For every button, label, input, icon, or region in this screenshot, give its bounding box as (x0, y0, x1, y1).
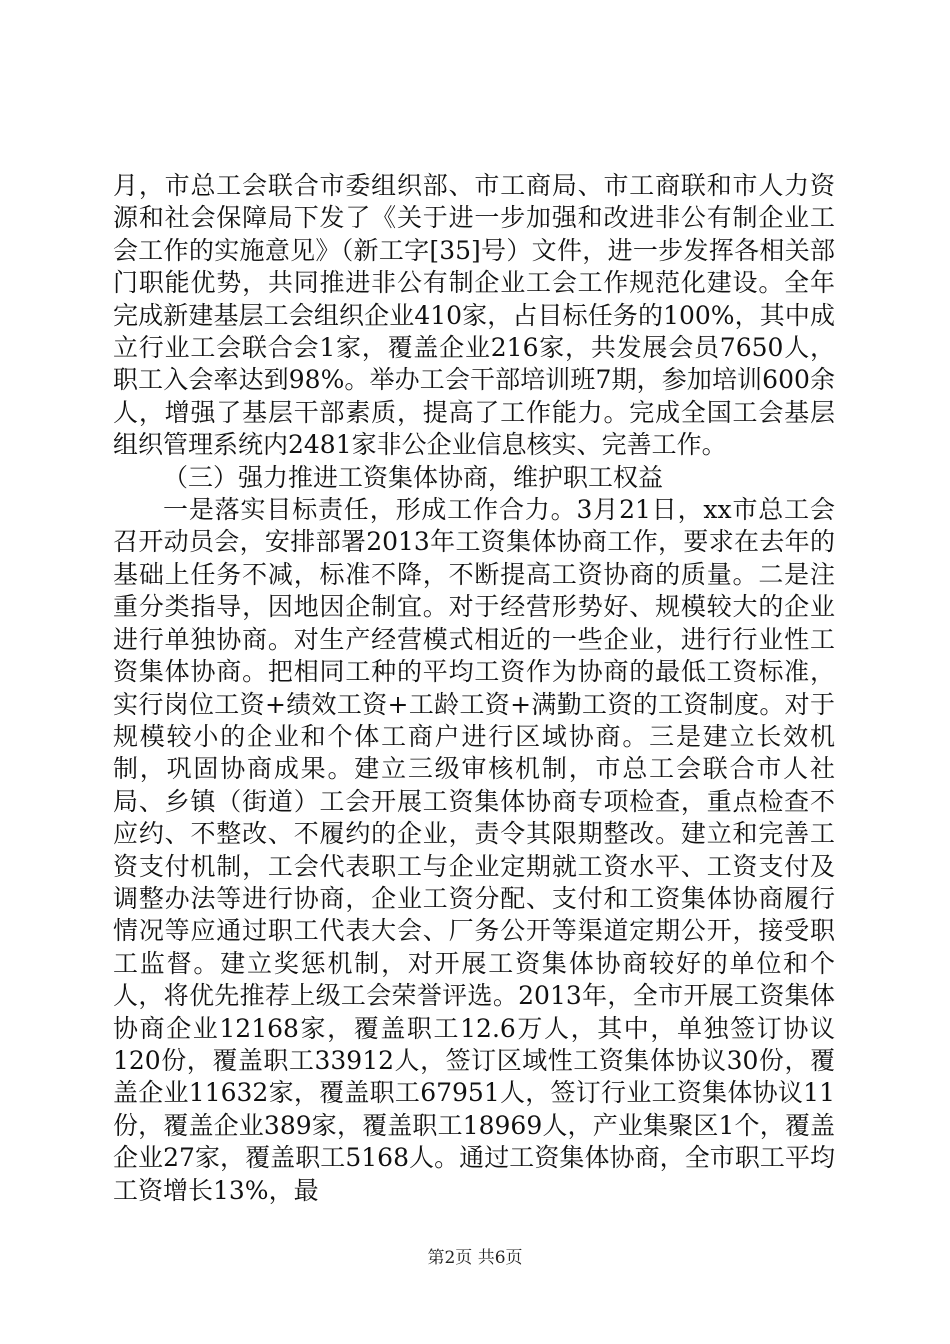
paragraph-wage-negotiation: 一是落实目标责任，形成工作合力。3月21日，xx市总工会召开动员会，安排部署2013年工资集体协商工作，要求在去年的基础上任务不减，标准不降，不断提高工资协商的质量。二是注重分类指导，因地因企制宜。对于经营形势好、规模较大的企业进行单独协商。对生产经营模式相近的一些企业，进行行业性工资集体协商。把相同工种的平均工资作为协商的最低工资标准，实行岗位工资+绩效工资+工龄工资+满勤工资的工资制度。对于规模较小的企业和个体工商户进行区域协商。三是建立长效机制，巩固协商成果。建立三级审核机制，市总工会联合市人社局、乡镇（街道）工会开展工资集体协商专项检查，重点检查不应约、不整改、不履约的企业，责令其限期整改。建立和完善工资支付机制，工会代表职工与企业定期就工资水平、工资支付及调整办法等进行协商，企业工资分配、支付和工资集体协商履行情况等应通过职工代表大会、厂务公开等渠道定期公开，接受职工监督。建立奖惩机制，对开展工资集体协商较好的单位和个人，将优先推荐上级工会荣誉评选。2013年，全市开展工资集体协商企业12168家，覆盖职工12.6万人，其中，单独签订协议120份，覆盖职工33912人，签订区域性工资集体协议30份，覆盖企业11632家，覆盖职工67951人，签订行业工资集体协议11份，覆盖企业389家，覆盖职工18969人，产业集聚区1个，覆盖企业27家，覆盖职工5168人。通过工资集体协商，全市职工平均工资增长13%，最 (113, 495, 835, 1205)
section-heading-wage-negotiation: （三）强力推进工资集体协商，维护职工权益 (163, 462, 664, 492)
paragraph-union-building: 月，市总工会联合市委组织部、市工商局、市工商联和市人力资源和社会保障局下发了《关于进一步加强和改进非公有制企业工会工作的实施意见》（新工字[35]号）文件，进一步发挥各相关部门职能优势，共同推进非公有制企业工会工作规范化建设。全年完成新建基层工会组织企业410家，占目标任务的100%，其中成立行业工会联合会1家，覆盖企业216家，共发展会员7650人，职工入会率达到98%。举办工会干部培训班7期，参加培训600余人，增强了基层干部素质，提高了工作能力。完成全国工会基层组织管理系统内2481家非公企业信息核实、完善工作。 (113, 171, 835, 460)
document-body (113, 170, 835, 1207)
page-number-footer: 第2页 共6页 (427, 1248, 523, 1268)
